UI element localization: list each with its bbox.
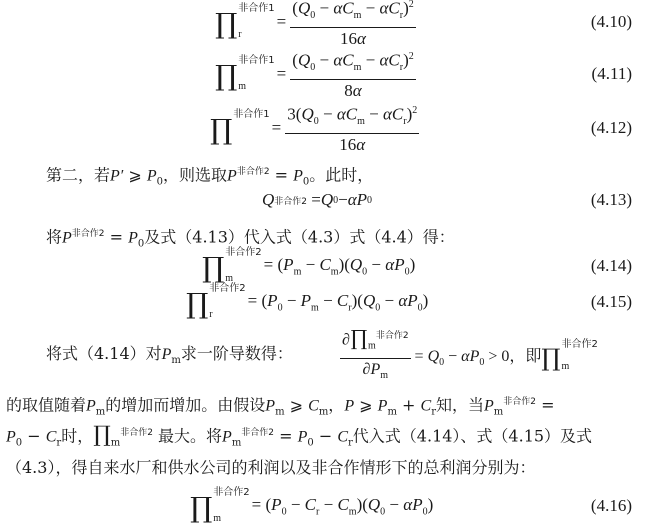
product-symbol: ∏ xyxy=(215,7,238,40)
equation-number: (4.16) xyxy=(590,496,632,515)
equation-number: (4.11) xyxy=(591,64,632,83)
fraction: $\frac{(Q_0 - \alpha C_m - \alpha C_r)^2}{16\alpha}$ xyxy=(290,0,415,48)
fraction: $\frac{(Q_0 - \alpha C_m - \alpha C_r)^2}{8\alpha}$ xyxy=(290,48,415,100)
equation-number: (4.13) xyxy=(590,190,632,209)
product-symbol: ∏ xyxy=(202,251,225,284)
equation-4-11: ∏ 非合作1 m = $\frac{(Q_0 - \alpha C_m - \alpha C_r)^2}{8\alpha}$ (4.11) xyxy=(0,54,670,94)
derivative-line: 将式（4.14）对$P_m$求一阶导数得： $\frac{\partial\prod_m^{非合作2}}{\partial P_m}$ = $Q_0 - \alpha P_0 > 0$，即 ∏ 非合作2 m xyxy=(0,332,670,380)
derivative-fraction: $\frac{\partial\prod_m^{非合作2}}{\partial P_m}$ xyxy=(342,324,409,381)
equation-4-14: ∏ 非合作2 m = $(P_m - C_m)(Q_0 - \alpha P_0)$ (4.14) xyxy=(202,247,632,284)
equation-4-16: ∏ 非合作2 m = $(P_0 - C_r - C_m)(Q_0 - \alpha P_0)$ (4.16) xyxy=(190,487,632,524)
product-symbol: ∏ xyxy=(210,113,233,146)
equation-number: (4.14) xyxy=(590,256,632,275)
equation-4-15: ∏ 非合作2 r = $(P_0 - P_m - C_r)(Q_0 - \alpha P_0)$ (4.15) xyxy=(186,283,632,320)
product-symbol: ∏ xyxy=(190,491,213,524)
fraction: $\frac{3(Q_0 - \alpha C_m - \alpha C_r)^2}{16\alpha}$ xyxy=(285,102,419,154)
equation-4-13: Q 非合作2 = Q 0 − αP 0 (4.13) xyxy=(262,190,632,209)
product-symbol: ∏ xyxy=(186,287,209,320)
equation-number: (4.10) xyxy=(590,12,632,31)
paragraph-line-a: 的取值随着$P_m$的增加而增加。由假设$P_m$ ⩾ $C_m$，P ⩾ $P_m + C_r$知，当$P_m^{非合作2}$ = xyxy=(6,395,555,418)
equation-number: (4.12) xyxy=(590,118,632,137)
paragraph-second-case: 第二，若P′ ⩾ $P_0$，则选取$P^{非合作2} = P_0$。此时， xyxy=(46,165,374,188)
equation-4-10: ∏ 非合作1 r = $\frac{(Q_0 - \alpha C_m - \alpha C_r)^2}{16\alpha}$ (4.10) xyxy=(0,2,670,42)
paragraph-substitute: 将$P^{非合作2} = P_0$及式（4.13）代入式（4.3）式（4.4）得： xyxy=(46,227,455,250)
product-symbol: ∏ xyxy=(215,59,238,92)
equation-4-12: ∏ 非合作1 = $\frac{3(Q_0 - \alpha C_m - \alpha C_r)^2}{16\alpha}$ (4.12) xyxy=(0,108,670,148)
equation-number: (4.15) xyxy=(590,292,632,311)
paragraph-line-b: $P_0 - C_r$时，$\prod_m^{非合作2}$ 最大。将$P_m^{非合作2} = P_0 - C_r$代入式（4.14）、式（4.15）及式 xyxy=(6,422,593,449)
paragraph-line-c: （4.3），得自来水厂和供水公司的利润以及非合作情形下的总利润分别为： xyxy=(6,458,536,477)
